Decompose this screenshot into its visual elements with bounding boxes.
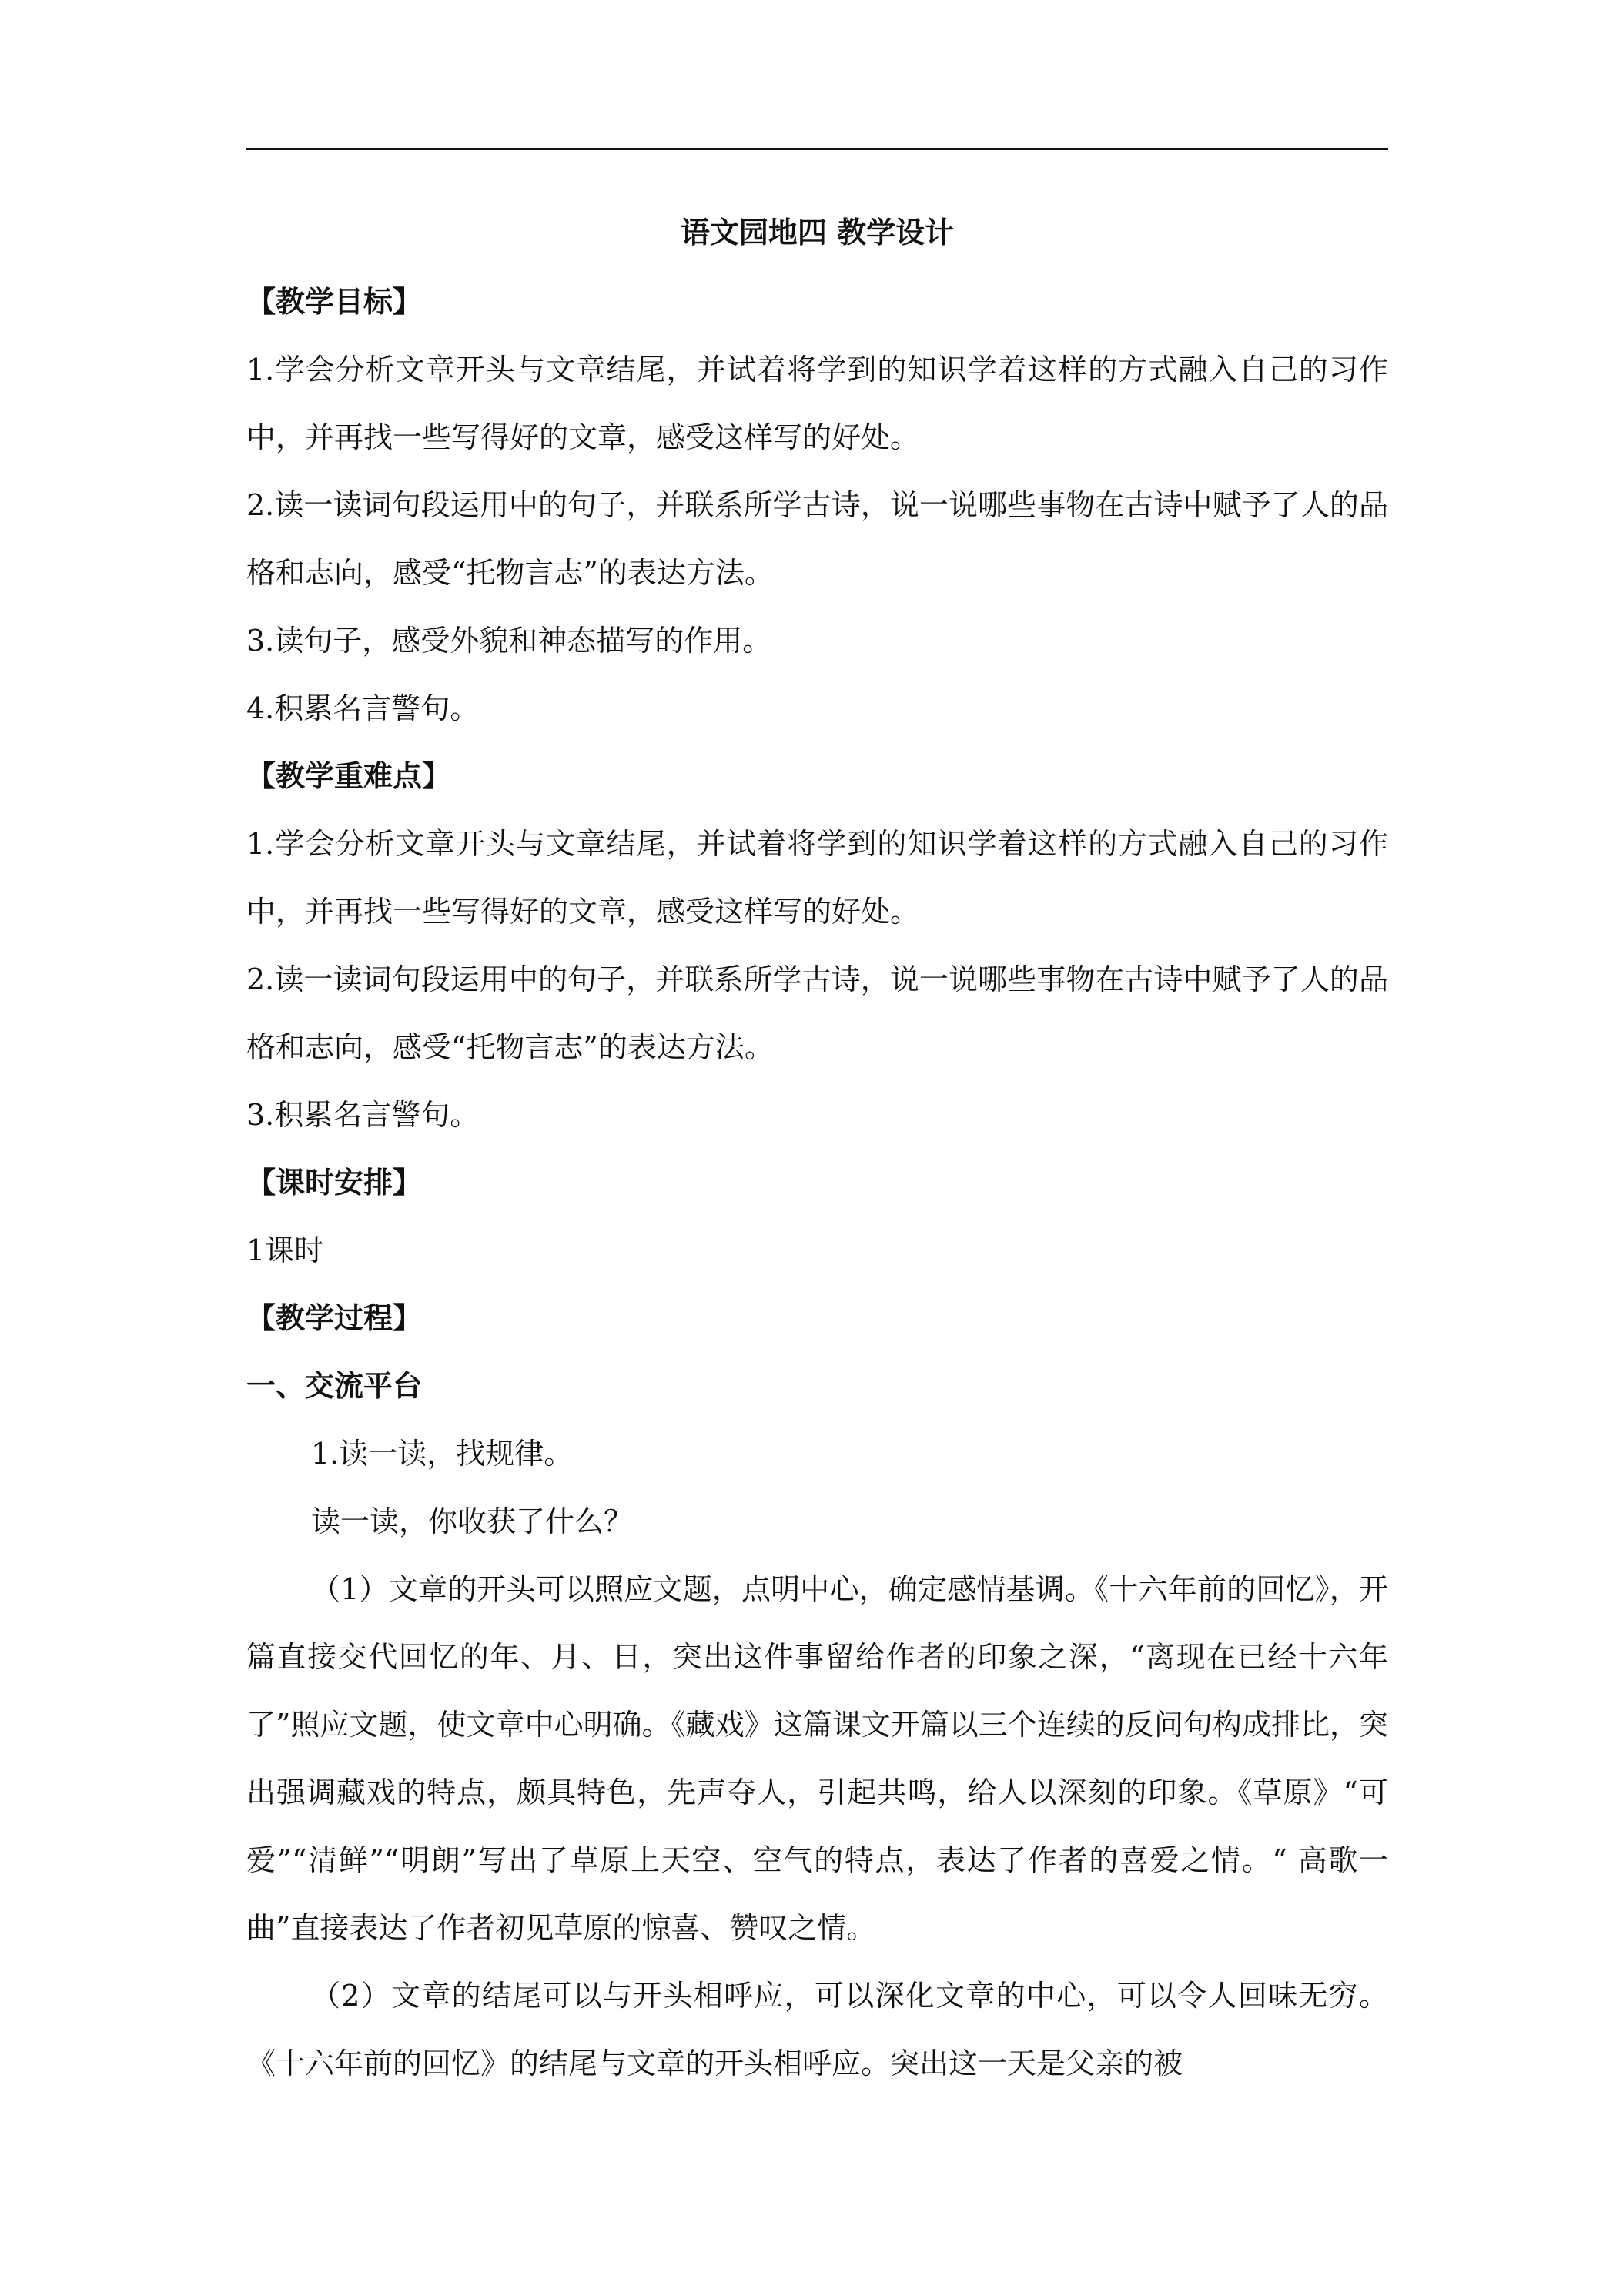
- process-paragraph: （1）文章的开头可以照应文题，点明中心，确定感情基调。《十六年前的回忆》，开篇直接交代回忆的年、月、日，突出这件事留给作者的印象之深，“离现在已经十六年了”照应文题，使文章中心明确。《藏戏》这篇课文开篇以三个连续的反问句构成排比，突出强调藏戏的特点，颇具特色，先声夺人，引起共鸣，给人以深刻的印象。《草原》“可爱”“清鲜”“明朗”写出了草原上天空、空气的特点，表达了作者的喜爱之情。“ 高歌一曲”直接表达了作者初见草原的惊喜、赞叹之情。: [246, 1572, 1388, 1945]
- key-point-item: 2.读一读词句段运用中的句子，并联系所学古诗，说一说哪些事物在古诗中赋予了人的品格和志向，感受“托物言志”的表达方法。: [246, 962, 1388, 1064]
- section-heading-goals: 【教学目标】: [246, 284, 423, 319]
- document-title: 语文园地四 教学设计: [680, 215, 955, 249]
- header-rule: [246, 148, 1388, 150]
- process-paragraph: 1.读一读，找规律。: [311, 1437, 574, 1471]
- document-body: [246, 202, 1388, 2097]
- sub-heading-exchange-platform: 一、交流平台: [246, 1368, 423, 1403]
- schedule-text: 1课时: [246, 1233, 324, 1267]
- goal-item: 4.积累名言警句。: [246, 691, 480, 725]
- key-point-item: 1.学会分析文章开头与文章结尾，并试着将学到的知识学着这样的方式融入自己的习作中，并再找一些写得好的文章，感受这样写的好处。: [246, 827, 1388, 929]
- goal-item: 2.读一读词句段运用中的句子，并联系所学古诗，说一说哪些事物在古诗中赋予了人的品格和志向，感受“托物言志”的表达方法。: [246, 488, 1388, 590]
- process-paragraph: （2）文章的结尾可以与开头相呼应，可以深化文章的中心，可以令人回味无穷。《十六年前的回忆》的结尾与文章的开头相呼应。突出这一天是父亲的被: [246, 1979, 1388, 2080]
- section-heading-schedule: 【课时安排】: [246, 1165, 423, 1200]
- goal-item: 1.学会分析文章开头与文章结尾，并试着将学到的知识学着这样的方式融入自己的习作中，并再找一些写得好的文章，感受这样写的好处。: [246, 353, 1388, 454]
- section-heading-process: 【教学过程】: [246, 1300, 423, 1335]
- goal-item: 3.读句子，感受外貌和神态描写的作用。: [246, 624, 772, 658]
- process-paragraph: 读一读，你收获了什么？: [311, 1504, 634, 1538]
- key-point-item: 3.积累名言警句。: [246, 1098, 480, 1132]
- section-heading-key-points: 【教学重难点】: [246, 758, 452, 793]
